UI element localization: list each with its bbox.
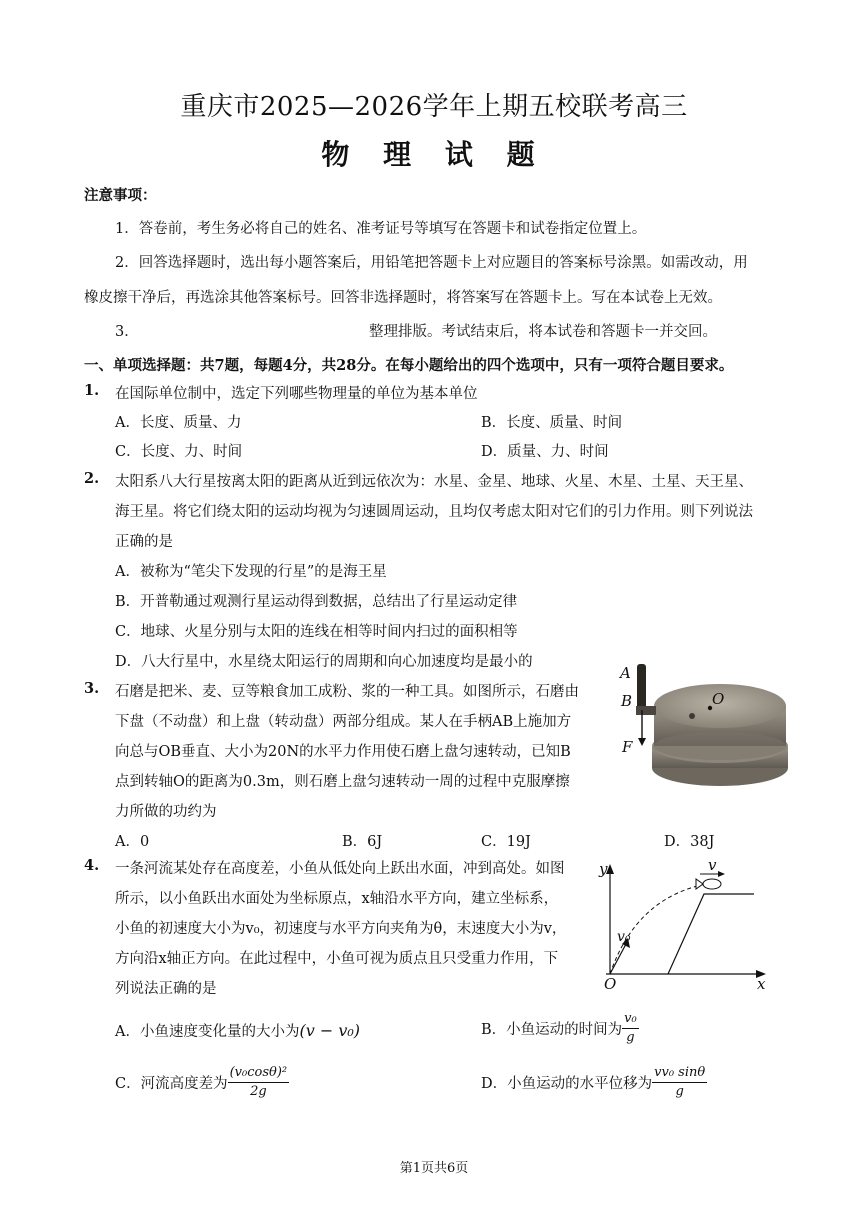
option-a: A．被称为“笔尖下发现的行星”的是海王星 <box>115 564 387 580</box>
label-v0: v₀ <box>617 929 631 945</box>
option-b: B．6J <box>342 834 383 850</box>
label-y-axis: y <box>599 860 608 878</box>
fraction-numerator: (v₀cosθ)² <box>228 1064 290 1083</box>
option-d-fraction <box>652 1064 707 1101</box>
question-stem: 石磨是把米、麦、豆等粮食加工成粉、浆的一种工具。如图所示，石磨由 <box>115 684 579 700</box>
option-b-fraction <box>622 1010 639 1047</box>
option-d: D．八大行星中，水星绕太阳运行的周期和向心加速度均是最小的 <box>115 654 533 670</box>
option-b: B．长度、质量、时间 <box>481 415 623 431</box>
subject-title: 物 理 试 题 <box>321 138 547 171</box>
option-b: B．开普勒通过观测行星运动得到数据，总结出了行星运动定律 <box>115 594 518 610</box>
label-f: F <box>622 738 633 756</box>
question-number: 2. <box>84 470 100 487</box>
note-item: 1．答卷前，考生务必将自己的姓名、准考证号等填写在答题卡和试卷指定位置上。 <box>115 221 647 237</box>
option-c: C．长度、力、时间 <box>115 444 243 460</box>
option-b-text: B．小鱼运动的时间为 <box>481 1022 623 1038</box>
option-b <box>481 1010 639 1047</box>
question-stem: 正确的是 <box>115 534 173 550</box>
option-c-fraction <box>228 1064 290 1101</box>
millstone-figure <box>612 660 802 795</box>
option-d <box>481 1064 707 1101</box>
fraction-numerator: v₀ <box>622 1010 639 1029</box>
option-a-text: A．小鱼速度变化量的大小为 <box>115 1024 300 1040</box>
fraction-denominator: 2g <box>250 1084 267 1099</box>
fraction-denominator: g <box>626 1030 635 1045</box>
option-c <box>115 1064 289 1101</box>
question-number: 3. <box>84 680 100 697</box>
label-b: B <box>621 692 633 710</box>
question-stem: 所示，以小鱼跃出水面处为坐标原点，x轴沿水平方向，建立坐标系， <box>115 891 559 907</box>
question-stem: 下盘（不动盘）和上盘（转动盘）两部分组成。某人在手柄AB上施加方 <box>115 714 572 730</box>
option-d: D．38J <box>664 834 715 850</box>
question-stem: 太阳系八大行星按离太阳的距离从近到远依次为：水星、金星、地球、火星、木星、土星、天王星、 <box>115 474 753 490</box>
question-stem: 方向沿x轴正方向。在此过程中，小鱼可视为质点且只受重力作用，下 <box>115 951 559 967</box>
label-origin: O <box>604 975 617 993</box>
question-number: 1. <box>84 382 100 399</box>
section-heading: 一、单项选择题：共7题，每题4分，共28分。在每小题给出的四个选项中，只有一项符合题目要求。 <box>84 357 734 374</box>
question-stem: 海王星。将它们绕太阳的运动均视为匀速圆周运动，且均仅考虑太阳对它们的引力作用。则下列说法 <box>115 504 753 520</box>
fraction-numerator: vv₀ sinθ <box>652 1064 707 1083</box>
option-c: C．地球、火星分别与太阳的连线在相等时间内扫过的面积相等 <box>115 624 518 640</box>
option-a-expression: (v − v₀) <box>299 1021 361 1040</box>
option-c: C．19J <box>481 834 531 850</box>
label-v: v <box>708 856 717 874</box>
note-item: 3． <box>115 324 139 340</box>
note-item: 整理排版。考试结束后，将本试卷和答题卡一并交回。 <box>369 324 717 340</box>
page-footer: 第1页共6页 <box>399 1161 469 1176</box>
notes-heading: 注意事项： <box>84 187 157 204</box>
note-item: 橡皮擦干净后，再选涂其他答案标号。回答非选择题时，将答案写在答题卡上。写在本试卷上无效。 <box>84 290 722 306</box>
option-a: A．长度、质量、力 <box>115 415 242 431</box>
option-a <box>115 1020 360 1041</box>
option-d-text: D．小鱼运动的水平位移为 <box>481 1076 653 1092</box>
question-number: 4. <box>84 857 100 874</box>
question-stem: 一条河流某处存在高度差，小鱼从低处向上跃出水面，冲到高处。如图 <box>115 861 565 877</box>
question-stem: 向总与OB垂直、大小为20N的水平力作用使石磨上盘匀速转动，已知B <box>115 744 571 760</box>
question-stem: 点到转轴O的距离为0.3m，则石磨上盘匀速转动一周的过程中克服摩擦 <box>115 774 570 790</box>
fraction-denominator: g <box>675 1084 684 1099</box>
option-d: D．质量、力、时间 <box>481 444 609 460</box>
label-o: O <box>712 690 725 708</box>
label-x-axis: x <box>757 975 766 993</box>
note-item: 2．回答选择题时，选出每小题答案后，用铅笔把答题卡上对应题目的答案标号涂黑。如需改动，用 <box>115 255 748 271</box>
question-stem: 列说法正确的是 <box>115 981 217 997</box>
option-c-text: C．河流高度差为 <box>115 1076 228 1092</box>
option-a: A．0 <box>115 834 150 850</box>
question-stem: 力所做的功约为 <box>115 804 217 820</box>
trajectory-figure <box>596 858 776 990</box>
label-a: A <box>620 664 631 682</box>
exam-title: 重庆市2025—2026学年上期五校联考高三 <box>180 92 688 122</box>
question-stem: 小鱼的初速度大小为v₀，初速度与水平方向夹角为θ，末速度大小为v， <box>115 921 567 937</box>
question-stem: 在国际单位制中，选定下列哪些物理量的单位为基本单位 <box>115 386 478 402</box>
